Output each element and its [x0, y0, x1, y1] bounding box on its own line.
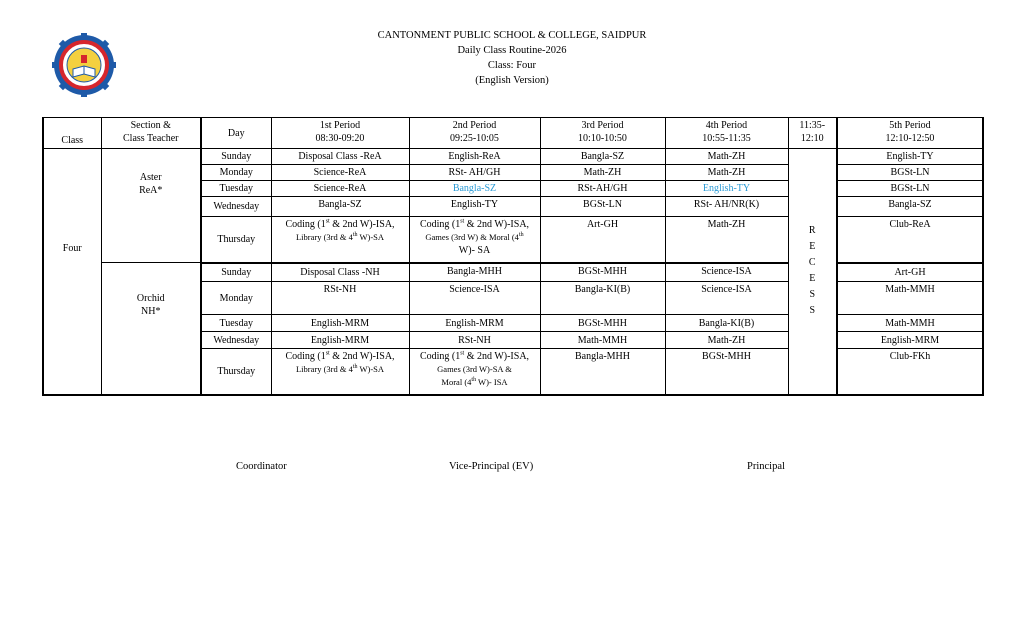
day-cell: Sunday	[201, 263, 271, 282]
period-cell: Math-MMH	[837, 282, 983, 315]
period-cell: Science-ReA	[271, 165, 409, 181]
class-cell: Four	[43, 149, 101, 395]
header-section: Section & Class Teacher	[101, 118, 201, 149]
period-cell: Bangla-MHH	[409, 263, 540, 282]
period-cell: Science-ISA	[665, 263, 788, 282]
period-cell: Math-ZH	[665, 149, 788, 165]
day-cell: Monday	[201, 282, 271, 315]
period-cell: English-MRM	[271, 315, 409, 332]
signature-coordinator: Coordinator	[236, 461, 287, 472]
period-cell: BGSt-LN	[837, 181, 983, 197]
period-cell: English-TY	[837, 149, 983, 165]
header-period-3: 3rd Period 10:10-10:50	[540, 118, 665, 149]
header-recess-time: 11:35- 12:10	[788, 118, 837, 149]
period-cell: Coding (1st & 2nd W)-ISA, Games (3rd W)-SA & Moral (4th W)- ISA	[409, 349, 540, 395]
period-cell: English-MRM	[271, 332, 409, 349]
day-cell: Sunday	[201, 149, 271, 165]
day-cell: Wednesday	[201, 197, 271, 217]
period-cell: Art-GH	[540, 217, 665, 263]
period-cell: Math-ZH	[665, 332, 788, 349]
period-cell: Disposal Class -ReA	[271, 149, 409, 165]
period-cell: Bangla-SZ	[271, 197, 409, 217]
period-cell: Science-ISA	[409, 282, 540, 315]
signature-vice-principal: Vice-Principal (EV)	[449, 461, 534, 472]
period-cell: Coding (1st & 2nd W)-ISA, Games (3rd W) & Moral (4th W)- SA	[409, 217, 540, 263]
header-period-4: 4th Period 10:55-11:35	[665, 118, 788, 149]
period-cell: RSt- AH/NR(K)	[665, 197, 788, 217]
section-aster: Aster ReA*	[101, 149, 201, 263]
period-cell: Math-ZH	[665, 217, 788, 263]
period-cell: Bangla-SZ	[540, 149, 665, 165]
period-cell: BGSt-MHH	[540, 263, 665, 282]
period-cell: RSt-AH/GH	[540, 181, 665, 197]
period-cell: Math-ZH	[665, 165, 788, 181]
day-cell: Wednesday	[201, 332, 271, 349]
period-cell: BGSt-MHH	[540, 315, 665, 332]
period-cell: Club-ReA	[837, 217, 983, 263]
period-cell: BGSt-MHH	[665, 349, 788, 395]
version-line: (English Version)	[475, 75, 549, 86]
header-row	[43, 118, 983, 149]
period-cell: Art-GH	[837, 263, 983, 282]
period-cell: Bangla-KI(B)	[540, 282, 665, 315]
period-cell: BGSt-LN	[837, 165, 983, 181]
period-cell: RSt- AH/GH	[409, 165, 540, 181]
period-cell: Math-ZH	[540, 165, 665, 181]
signature-principal: Principal	[747, 461, 785, 472]
section-orchid: Orchid NH*	[101, 263, 201, 395]
period-cell: RSt-NH	[409, 332, 540, 349]
period-cell-highlighted: Bangla-SZ	[409, 181, 540, 197]
period-cell: Math-MMH	[540, 332, 665, 349]
period-cell: English-ReA	[409, 149, 540, 165]
period-cell: Coding (1st & 2nd W)-ISA, Library (3rd & 4th W)-SA	[271, 217, 409, 263]
school-name: CANTONMENT PUBLIC SCHOOL & COLLEGE, SAIDPUR	[377, 30, 647, 41]
period-cell-highlighted: English-TY	[665, 181, 788, 197]
period-cell: Club-FKh	[837, 349, 983, 395]
routine-title: Daily Class Routine-2026	[457, 45, 567, 56]
day-cell: Monday	[201, 165, 271, 181]
period-cell: RSt-NH	[271, 282, 409, 315]
period-cell: Bangla-KI(B)	[665, 315, 788, 332]
period-cell: English-MRM	[409, 315, 540, 332]
period-cell: Disposal Class -NH	[271, 263, 409, 282]
period-cell: Math-MMH	[837, 315, 983, 332]
period-cell: Coding (1st & 2nd W)-ISA, Library (3rd & 4th W)-SA	[271, 349, 409, 395]
day-cell: Thursday	[201, 349, 271, 395]
period-cell: Science-ISA	[665, 282, 788, 315]
period-cell: English-MRM	[837, 332, 983, 349]
document-header	[0, 28, 1024, 88]
header-period-5: 5th Period 12:10-12:50	[837, 118, 983, 149]
class-line: Class: Four	[487, 60, 537, 71]
recess-cell: R E C E S S	[788, 149, 837, 395]
period-cell: Bangla-MHH	[540, 349, 665, 395]
day-cell: Tuesday	[201, 315, 271, 332]
period-cell: English-TY	[409, 197, 540, 217]
header-period-2: 2nd Period 09:25-10:05	[409, 118, 540, 149]
period-cell: Science-ReA	[271, 181, 409, 197]
period-cell: BGSt-LN	[540, 197, 665, 217]
header-class: Class	[43, 118, 101, 149]
period-cell: Bangla-SZ	[837, 197, 983, 217]
day-cell: Tuesday	[201, 181, 271, 197]
header-day: Day	[201, 118, 271, 149]
day-cell: Thursday	[201, 217, 271, 263]
table-row	[43, 149, 983, 165]
table-row	[43, 263, 983, 282]
routine-table	[42, 117, 984, 396]
header-period-1: 1st Period 08:30-09:20	[271, 118, 409, 149]
